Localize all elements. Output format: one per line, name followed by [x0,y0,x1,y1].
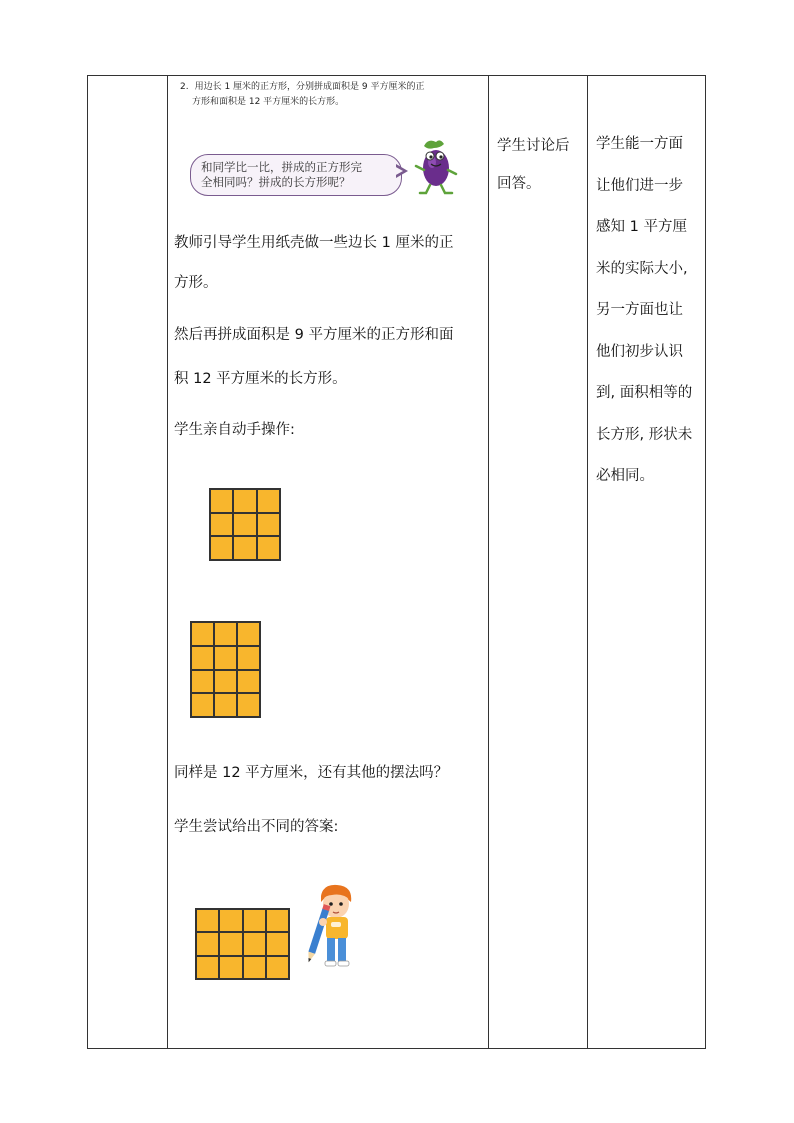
grid-tile [233,489,256,513]
speech-bubble [190,154,402,196]
grid-tile [196,956,219,979]
design-intent-line: 长方形, 形状未 [596,426,693,443]
grid-tile [214,646,237,670]
paragraph-2b: 积 12 平方厘米的长方形。 [174,371,347,387]
grid-tile [237,646,260,670]
grid-tile [210,536,233,560]
design-intent-line: 感知 1 平方厘 [596,219,687,235]
grid-tile [191,693,214,717]
grid-tile [237,622,260,646]
grid-tile [219,956,242,979]
grid-tile [196,932,219,955]
student-activity-line-1: 学生讨论后 [497,138,570,154]
paragraph-1b: 方形。 [174,275,218,291]
grid-tile [219,909,242,932]
grid-tile [210,489,233,513]
column-divider-1 [167,75,168,1049]
eggplant-icon [410,136,462,196]
design-intent-line: 米的实际大小, [596,260,688,277]
grid-tile [233,536,256,560]
grid-tile [266,932,289,955]
grid-tile [219,932,242,955]
design-intent-line: 另一方面也让 [596,302,683,318]
grid-tile [243,956,266,979]
grid-tile [243,932,266,955]
grid-tile [237,670,260,694]
grid-tile [243,909,266,932]
grid-tile [191,670,214,694]
paragraph-1a: 教师引导学生用纸壳做一些边长 1 厘米的正 [174,235,454,251]
paragraph-2a: 然后再拼成面积是 9 平方厘米的正方形和面 [174,327,454,343]
column-divider-3 [587,75,588,1049]
design-intent-line: 学生能一方面 [596,136,683,152]
problem-line-2: 方形和面积是 12 平方厘米的长方形。 [192,97,345,107]
grid-tile [257,536,280,560]
grid-tile [214,622,237,646]
paragraph-5: 学生尝试给出不同的答案: [174,819,339,835]
grid-tile [233,513,256,537]
rectangle-grid-4x3 [190,621,261,718]
column-divider-2 [488,75,489,1049]
grid-tile [191,646,214,670]
rectangle-grid-3x4 [195,908,290,980]
design-intent-line: 必相同。 [596,468,654,484]
design-intent-column [596,124,701,498]
design-intent-line: 到, 面积相等的 [596,385,693,401]
paragraph-3: 学生亲自动手操作: [174,422,295,438]
grid-tile [257,513,280,537]
grid-tile [191,622,214,646]
grid-tile [210,513,233,537]
boy-with-pencil-icon [307,882,361,970]
grid-tile [196,909,219,932]
grid-tile [214,693,237,717]
grid-tile [214,670,237,694]
student-activity-column [497,127,582,203]
student-activity-line-2: 回答。 [497,176,541,192]
design-intent-line: 他们初步认识 [596,343,683,360]
grid-tile [237,693,260,717]
problem-line-1: 用边长 1 厘米的正方形，分别拼成面积是 9 平方厘米的正 [194,82,425,92]
bubble-line-1: 和同学比一比，拼成的正方形完 [201,160,362,174]
paragraph-4: 同样是 12 平方厘米，还有其他的摆法吗？ [174,765,449,781]
problem-statement [174,80,484,110]
bubble-line-2: 全相同吗？拼成的长方形呢？ [201,175,351,189]
design-intent-line: 让他们进一步 [596,177,683,194]
square-grid-3x3 [209,488,281,561]
grid-tile [266,956,289,979]
grid-tile [266,909,289,932]
problem-number: 2. [180,82,189,92]
grid-tile [257,489,280,513]
